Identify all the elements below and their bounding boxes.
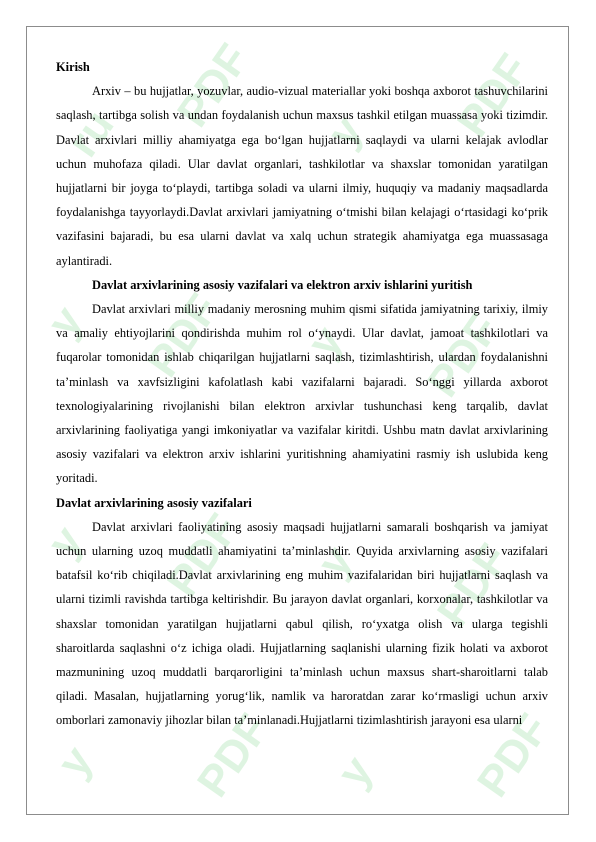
watermark-text: PDF [428,535,519,636]
intro-paragraph: Arxiv – bu hujjatlar, yozuvlar, audio-vizual materiallar yoki boshqa axborot tashuvchilarini saqlash, tartibga solish va undan foydalanish uchun maxsus tashkil etilgan muassasa yoki tizimdir. Davlat arxivlari milliy ahamiyatga ega bo‘lgan hujjatlarni saqlaydi va ularni kelajak avlodlar uchun muhofaza qiladi. Ular davlat organlari, tashkilotlar va shaxslar tomonidan yaratilgan hujjatlarni bir joyga to‘playdi, tartibga soladi va ularni ilmiy, huquqiy va madaniy maqsadlarda foydalanishga tayyorlaydi.Davlat arxivlari jamiyatning o‘tmishi bilan kelajagi o‘rtasidagi ko‘prik vazifasini bajaradi, bu esa ularni davlat va xalq uchun strategik ahamiyatga ega muassasaga aylantiradi. [56,84,548,268]
main-heading: Davlat arxivlarining asosiy vazifalari va elektron arxiv ishlarini yuritish [92,277,473,292]
watermark-text: PDF [158,505,249,606]
watermark-text: ru [58,101,124,166]
document-body [56,55,548,733]
watermark-text: y [318,107,373,156]
watermark-text: y [308,537,363,586]
overview-paragraph: Davlat arxivlari milliy madaniy merosning muhim qismi sifatida jamiyatning tarixiy, ilmiy va amaliy ehtiyojlarini qondirishda muhim rol o‘ynaydi. Ular davlat, jamoat tashkilotlari va fuqarolar tomonidan ishlab chiqarilgan hujjatlarni saqlash, tizimlashtirish, ulardan foydalanishni ta’minlash va xavfsizligini kafolatlash kabi vazifalarni bajaradi. So‘nggi yillarda axborot texnologiyalarining rivojlanishi bilan elektron arxivlar tushunchasi keng tarqalib, davlat arxivlarining faoliyatiga yangi imkoniyatlar va vazifalar kiritdi. Ushbu matn davlat arxivlarining asosiy vazifalari va elektron arxiv ishlarini yuritishning ahamiyatini rasmiy ish uslubida keng yoritadi. [56,302,548,486]
watermark-text: PDF [448,45,539,146]
intro-heading: Kirish [56,60,90,74]
tasks-paragraph: Davlat arxivlari faoliyatining asosiy maqsadi hujjatlarni samarali boshqarish va jamiyat uchun ularning uzoq muddatli ahamiyatini ta’minlashdir. Quyida arxivlarning asosiy vazifalari batafsil ko‘rib chiqiladi.Davlat arxivlarining eng muhim vazifalaridan biri hujjatlarni saqlash va ularni tizimli ravishda tartibga keltirishdir. Bu jarayon davlat organlari, korxonalar, tashkilotlar va shaxslar tomonidan yaratilgan hujjatlarni qabul qilish, ro‘yxatga olish va ularga tegishli sharoitlarda saqlashni o‘z ichiga oladi. Hujjatlarning saqlanishi ularning fizik holati va axborot mazmunining uzoq muddatli barqarorligini ta’minlash uchun maxsus shart-sharoitlarni talab qiladi. Masalan, hujjatlarning yorug‘lik, namlik va haroratdan zarar ko‘rmasligi uchun arxiv omborlari zamonaviy jihozlar bilan ta’minlanadi.Hujjatlarni tizimlashtirish jarayoni esa ularni [56,519,548,728]
watermark-text: y [38,517,93,566]
tasks-heading: Davlat arxivlarining asosiy vazifalari [56,495,252,510]
watermark-text: PDF [168,35,259,136]
watermark-text: PDF [138,285,229,386]
watermark-text: y [38,297,93,346]
watermark-text: PDF [188,705,279,806]
watermark-text: y [48,737,103,786]
watermark-text: y [328,747,383,796]
watermark-text: y [298,317,353,366]
watermark-text: PDF [418,305,509,406]
watermark-text: PDF [468,705,559,806]
